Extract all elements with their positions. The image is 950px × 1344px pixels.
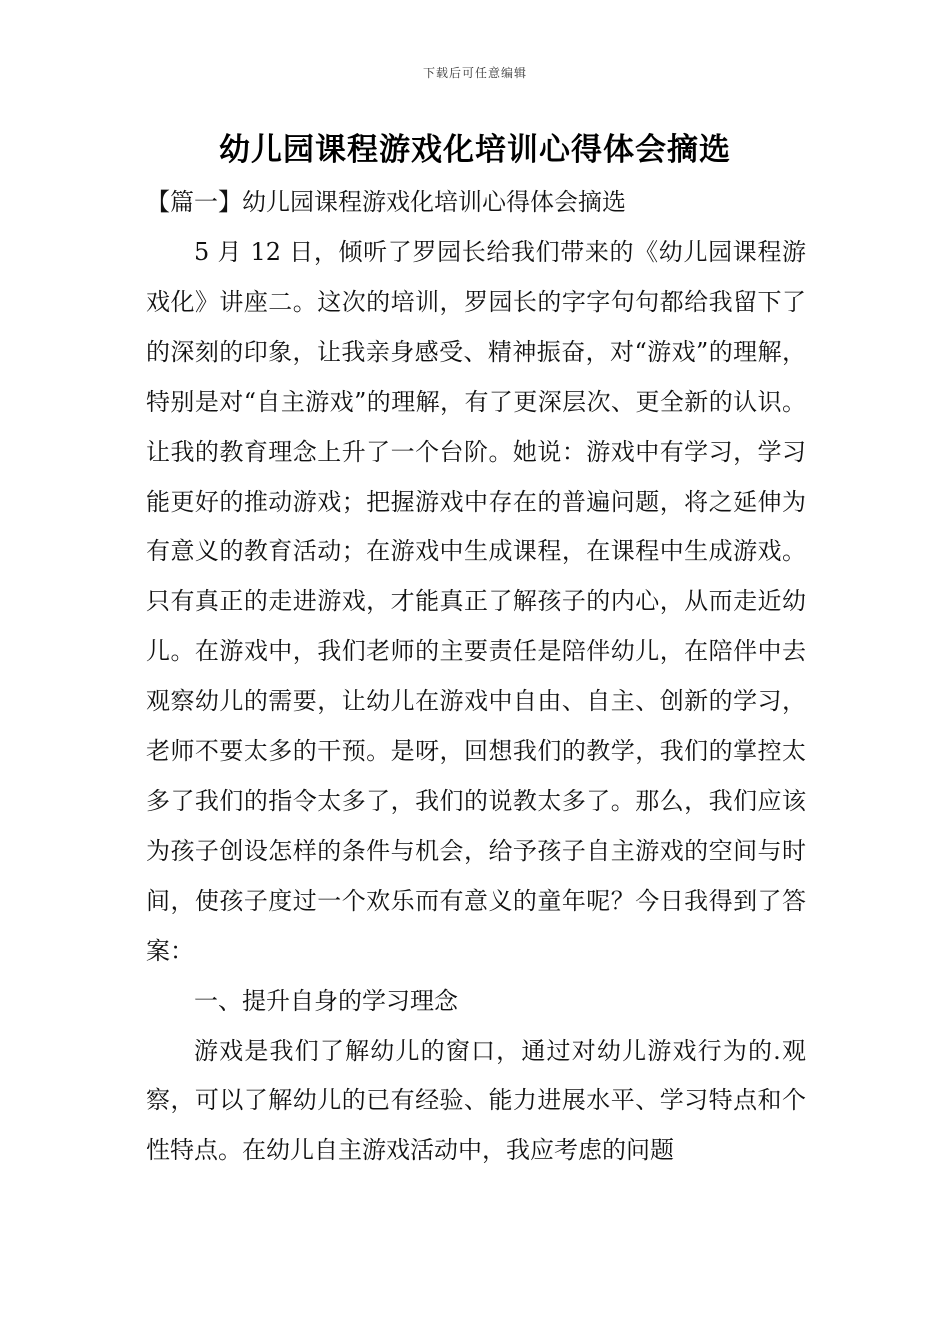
subheading-paragraph: 一、提升自身的学习理念 [194, 986, 458, 1015]
section-heading: 【篇一】幼儿园课程游戏化培训心得体会摘选 [146, 188, 626, 216]
body-text [146, 228, 806, 1176]
paragraph: 5 月 12 日，倾听了罗园长给我们带来的《幼儿园课程游戏化》讲座二。这次的培训，罗园长的字字句句都给我留下了的深刻的印象，让我亲身感受、精神振奋，对“游戏”的理解，特别是对“自主游戏”的理解，有了更深层次、更全新的认识。让我的教育理念上升了一个台阶。她说：游戏中有学习，学习能更好的推动游戏；把握游戏中存在的普遍问题，将之延伸为有意义的教育活动；在游戏中生成课程，在课程中生成游戏。只有真正的走进游戏，才能真正了解孩子的内心，从而走近幼儿。在游戏中，我们老师的主要责任是陪伴幼儿，在陪伴中去观察幼儿的需要，让幼儿在游戏中自由、自主、创新的学习，老师不要太多的干预。是呀，回想我们的教学，我们的掌控太多了我们的指令太多了，我们的说教太多了。那么，我们应该为孩子创设怎样的条件与机会，给予孩子自主游戏的空间与时间，使孩子度过一个欢乐而有意义的童年呢？今日我得到了答案： [146, 238, 806, 965]
paragraph: 游戏是我们了解幼儿的窗口，通过对幼儿游戏行为的.观察，可以了解幼儿的已有经验、能力进展水平、学习特点和个性特点。在幼儿自主游戏活动中，我应考虑的问题 [146, 1036, 806, 1165]
document-title: 幼儿园课程游戏化培训心得体会摘选 [219, 132, 731, 168]
header-note: 下载后可任意编辑 [422, 66, 527, 80]
